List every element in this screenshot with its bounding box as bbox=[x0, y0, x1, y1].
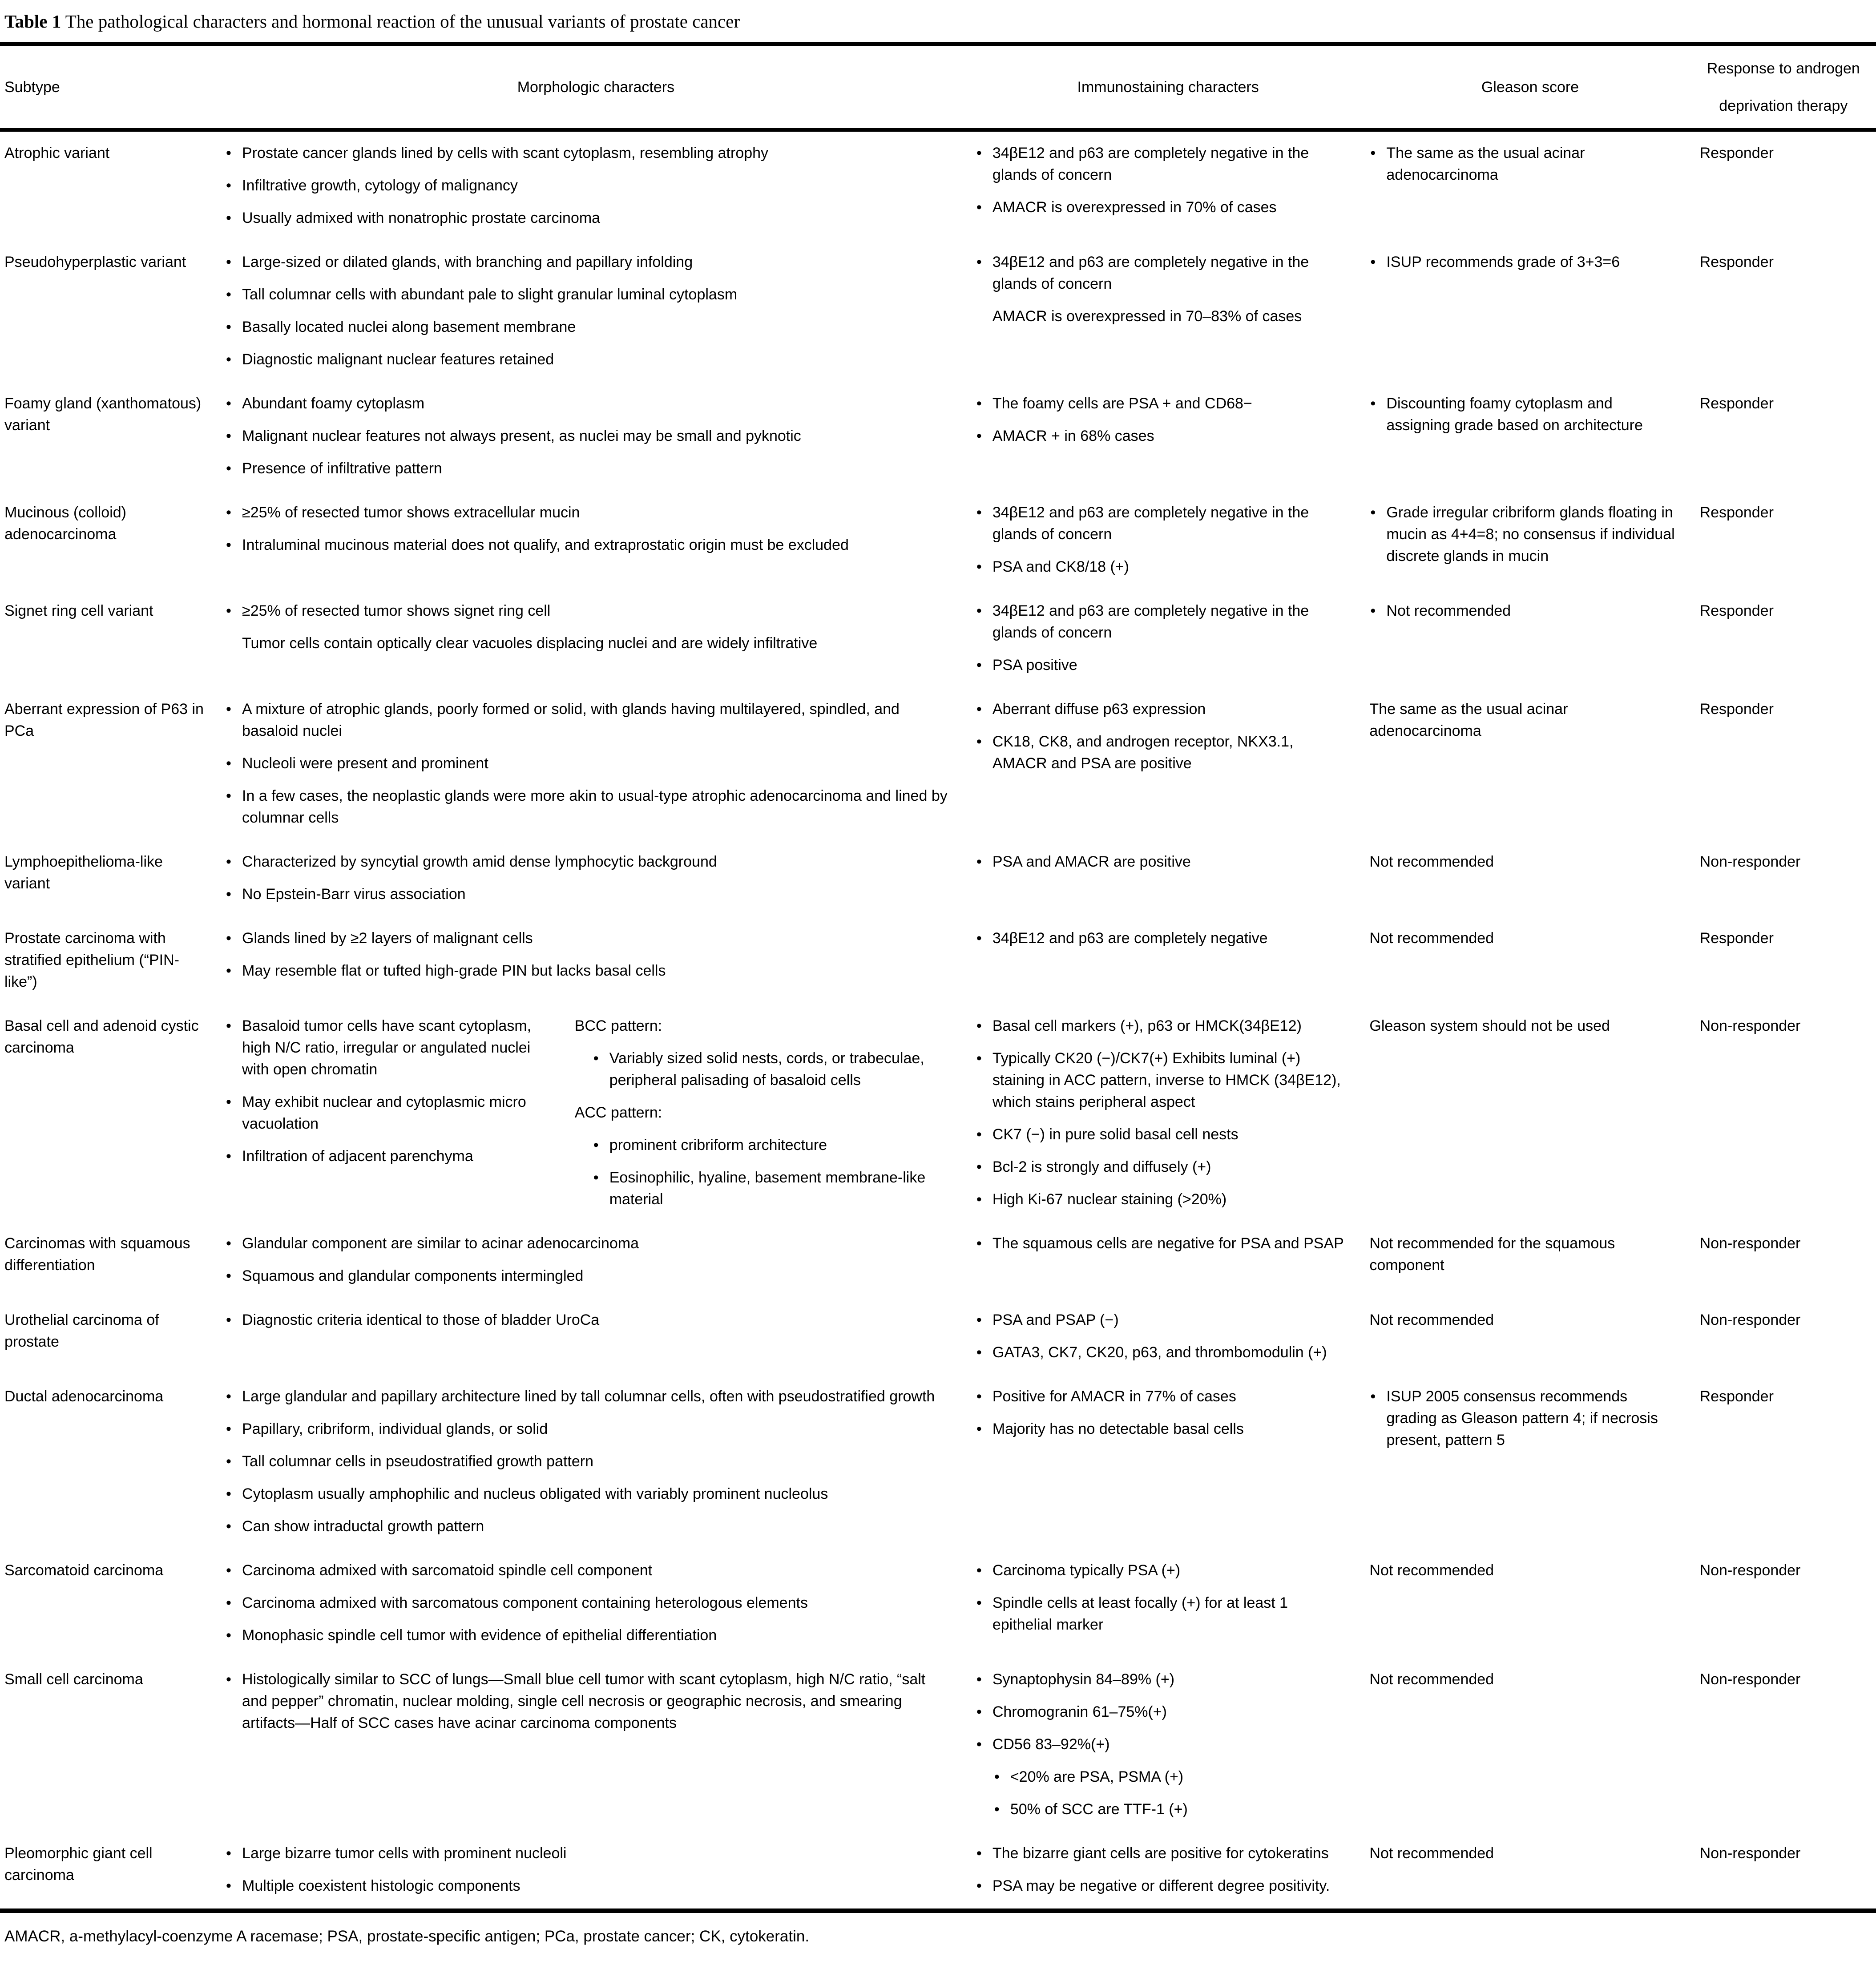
cell-item: • Infiltrative growth, cytology of malignancy bbox=[225, 175, 953, 197]
cell-item: • <20% are PSA, PSMA (+) bbox=[976, 1766, 1347, 1788]
cell-item: • Intraluminal mucinous material does not qualify, and extraprostatic origin must be excluded bbox=[225, 534, 953, 556]
cell-item: • Not recommended bbox=[1369, 600, 1677, 622]
table-row bbox=[0, 1549, 1876, 1658]
gleason-cell bbox=[1369, 1832, 1699, 1911]
column-header-morphologic: Morphologic characters bbox=[225, 44, 976, 130]
response-cell: Responder bbox=[1699, 701, 1774, 718]
subtype-cell: Lymphoepithelioma-like variant bbox=[4, 853, 163, 892]
table-row bbox=[0, 917, 1876, 1005]
subtype-cell: Aberrant expression of P63 in PCa bbox=[4, 701, 204, 739]
immunostaining-cell bbox=[976, 1222, 1370, 1299]
cell-item: • Monophasic spindle cell tumor with evidence of epithelial differentiation bbox=[225, 1625, 953, 1646]
immunostaining-list bbox=[976, 1669, 1347, 1820]
header-row bbox=[0, 44, 1876, 130]
cell-item: • Positive for AMACR in 77% of cases bbox=[976, 1386, 1347, 1408]
morphologic-cell bbox=[225, 130, 976, 241]
morphologic-cell bbox=[225, 491, 976, 589]
subtype-cell: Prostate carcinoma with stratified epithelium (“PIN-like”) bbox=[4, 930, 180, 990]
morphologic-list bbox=[225, 851, 953, 905]
gleason-list bbox=[1369, 1309, 1677, 1331]
cell-item: • Diagnostic malignant nuclear features retained bbox=[225, 349, 953, 371]
gleason-cell bbox=[1369, 589, 1699, 688]
morphologic-cell bbox=[225, 589, 976, 688]
cell-item: • Variably sized solid nests, cords, or trabeculae, peripheral palisading of basaloid cells bbox=[575, 1048, 953, 1091]
table-row bbox=[0, 382, 1876, 491]
cell-item: • 34βE12 and p63 are completely negative in the glands of concern bbox=[976, 502, 1347, 545]
cell-item: • PSA and AMACR are positive bbox=[976, 851, 1347, 873]
response-cell: Non-responder bbox=[1699, 1235, 1801, 1252]
gleason-cell bbox=[1369, 491, 1699, 589]
table-title bbox=[0, 0, 1876, 42]
cell-item: Gleason system should not be used bbox=[1369, 1017, 1610, 1034]
cell-item: • Can show intraductal growth pattern bbox=[225, 1516, 953, 1537]
cell-item: • Synaptophysin 84–89% (+) bbox=[976, 1669, 1347, 1691]
morphologic-list bbox=[225, 1560, 953, 1646]
response-cell: Responder bbox=[1699, 254, 1774, 270]
cell-item: • PSA positive bbox=[976, 654, 1347, 676]
response-cell: Non-responder bbox=[1699, 1017, 1801, 1034]
response-cell: Non-responder bbox=[1699, 1845, 1801, 1862]
immunostaining-list bbox=[976, 1843, 1347, 1897]
cell-item: AMACR is overexpressed in 70–83% of cases bbox=[992, 308, 1302, 325]
response-cell: Responder bbox=[1699, 602, 1774, 619]
cell-item: • 34βE12 and p63 are completely negative bbox=[976, 928, 1347, 949]
gleason-list bbox=[1369, 1843, 1677, 1864]
response-cell: Non-responder bbox=[1699, 1311, 1801, 1328]
cell-item: • Usually admixed with nonatrophic prostate carcinoma bbox=[225, 207, 953, 229]
cell-item: • Spindle cells at least focally (+) for at least 1 epithelial marker bbox=[976, 1592, 1347, 1636]
gleason-cell bbox=[1369, 1222, 1699, 1299]
column-header-immunostaining: Immunostaining characters bbox=[976, 44, 1370, 130]
response-cell: Non-responder bbox=[1699, 853, 1801, 870]
morphologic-list bbox=[225, 1386, 953, 1537]
cell-item: • CD56 83–92%(+) bbox=[976, 1734, 1347, 1755]
cell-item: • In a few cases, the neoplastic glands were more akin to usual-type atrophic adenocarcinoma and lined by columnar cells bbox=[225, 785, 953, 829]
morphologic-list bbox=[225, 928, 953, 982]
table-row bbox=[0, 1658, 1876, 1832]
morphologic-list bbox=[225, 698, 953, 829]
cell-item: Not recommended bbox=[1369, 1671, 1494, 1688]
subtype-cell: Sarcomatoid carcinoma bbox=[4, 1562, 164, 1579]
gleason-list bbox=[1369, 1386, 1677, 1451]
response-cell: Non-responder bbox=[1699, 1562, 1801, 1579]
cell-item: • Carcinoma admixed with sarcomatous component containing heterologous elements bbox=[225, 1592, 953, 1614]
immunostaining-cell bbox=[976, 589, 1370, 688]
cell-item: • Characterized by syncytial growth amid dense lymphocytic background bbox=[225, 851, 953, 873]
response-cell: Non-responder bbox=[1699, 1671, 1801, 1688]
cell-item: • CK18, CK8, and androgen receptor, NKX3.1, AMACR and PSA are positive bbox=[976, 731, 1347, 775]
cell-item: • CK7 (−) in pure solid basal cell nests bbox=[976, 1124, 1347, 1146]
cell-item: • Large glandular and papillary architecture lined by tall columnar cells, often with pseudostratified growth bbox=[225, 1386, 953, 1408]
morphologic-list bbox=[225, 502, 953, 556]
morphologic-cell bbox=[225, 1549, 976, 1658]
cell-item: • AMACR + in 68% cases bbox=[976, 425, 1347, 447]
cell-item: • May exhibit nuclear and cytoplasmic micro vacuolation bbox=[225, 1091, 555, 1135]
gleason-cell bbox=[1369, 1375, 1699, 1549]
cell-item: • High Ki-67 nuclear staining (>20%) bbox=[976, 1189, 1347, 1210]
gleason-list bbox=[1369, 251, 1677, 273]
gleason-list bbox=[1369, 1669, 1677, 1691]
cell-item: • Presence of infiltrative pattern bbox=[225, 458, 953, 480]
table-row bbox=[0, 1299, 1876, 1375]
gleason-list bbox=[1369, 600, 1677, 622]
cell-item: BCC pattern: bbox=[574, 1017, 662, 1034]
cell-item: • May resemble flat or tufted high-grade PIN but lacks basal cells bbox=[225, 960, 953, 982]
morphologic-list bbox=[225, 600, 953, 654]
column-header-subtype: Subtype bbox=[0, 44, 225, 130]
immunostaining-cell bbox=[976, 130, 1370, 241]
cell-item: • AMACR is overexpressed in 70% of cases bbox=[976, 197, 1347, 218]
morphologic-cell bbox=[225, 1299, 976, 1375]
immunostaining-cell bbox=[976, 917, 1370, 1005]
cell-item: • Basaloid tumor cells have scant cytoplasm, high N/C ratio, irregular or angulated nuclei with open chromatin bbox=[225, 1015, 555, 1081]
morphologic-cell bbox=[225, 1658, 976, 1832]
immunostaining-list bbox=[976, 502, 1347, 578]
table-row bbox=[0, 1222, 1876, 1299]
table-row bbox=[0, 1832, 1876, 1911]
cell-item: Not recommended bbox=[1369, 853, 1494, 870]
cell-item: • Malignant nuclear features not always present, as nuclei may be small and pyknotic bbox=[225, 425, 953, 447]
gleason-cell bbox=[1369, 917, 1699, 1005]
cell-item: • Tall columnar cells with abundant pale to slight granular luminal cytoplasm bbox=[225, 284, 953, 306]
subtype-cell: Pseudohyperplastic variant bbox=[4, 254, 186, 270]
immunostaining-list bbox=[976, 600, 1347, 676]
cell-item: • Histologically similar to SCC of lungs—Small blue cell tumor with scant cytoplasm, high N/C ratio, “salt and pepper” chromatin, nuclear molding, single cell necrosis or geographic necrosis, and smearing artifacts—Half of SCC cases have acinar carcinoma components bbox=[225, 1669, 953, 1734]
immunostaining-cell bbox=[976, 1299, 1370, 1375]
morphologic-list bbox=[225, 142, 953, 229]
immunostaining-cell bbox=[976, 1832, 1370, 1911]
morphologic-list bbox=[225, 251, 953, 371]
morphologic-pattern-list bbox=[575, 1015, 953, 1210]
footnote: AMACR, a-methylacyl-coenzyme A racemase; PSA, prostate-specific antigen; PCa, prostate cancer; CK, cytokeratin. bbox=[4, 1928, 810, 1945]
subtype-cell: Mucinous (colloid) adenocarcinoma bbox=[4, 504, 126, 543]
immunostaining-cell bbox=[976, 241, 1370, 382]
immunostaining-list bbox=[976, 851, 1347, 873]
gleason-list bbox=[1369, 698, 1677, 742]
gleason-list bbox=[1369, 1233, 1677, 1276]
cell-item: Tumor cells contain optically clear vacuoles displacing nuclei and are widely infiltrative bbox=[242, 635, 818, 652]
gleason-cell bbox=[1369, 840, 1699, 917]
gleason-list bbox=[1369, 1015, 1677, 1037]
morphologic-list bbox=[225, 1309, 953, 1331]
gleason-list bbox=[1369, 142, 1677, 186]
morphologic-cell bbox=[225, 688, 976, 840]
table-row bbox=[0, 491, 1876, 589]
morphologic-cell bbox=[225, 382, 976, 491]
immunostaining-cell bbox=[976, 688, 1370, 840]
immunostaining-list bbox=[976, 393, 1347, 447]
cell-item: • Majority has no detectable basal cells bbox=[976, 1418, 1347, 1440]
gleason-cell bbox=[1369, 1005, 1699, 1222]
table-row bbox=[0, 1375, 1876, 1549]
morphologic-cell bbox=[225, 1375, 976, 1549]
cell-item: • Eosinophilic, hyaline, basement membrane-like material bbox=[575, 1167, 953, 1210]
response-cell: Responder bbox=[1699, 930, 1774, 947]
immunostaining-list bbox=[976, 1560, 1347, 1636]
gleason-cell bbox=[1369, 241, 1699, 382]
cell-item: • Glandular component are similar to acinar adenocarcinoma bbox=[225, 1233, 953, 1255]
immunostaining-cell bbox=[976, 1658, 1370, 1832]
immunostaining-cell bbox=[976, 491, 1370, 589]
subtype-cell: Urothelial carcinoma of prostate bbox=[4, 1311, 159, 1350]
cell-item: • ≥25% of resected tumor shows extracellular mucin bbox=[225, 502, 953, 524]
cell-item: • Carcinoma admixed with sarcomatoid spindle cell component bbox=[225, 1560, 953, 1582]
morphologic-cell bbox=[225, 1222, 976, 1299]
cell-item: • Multiple coexistent histologic components bbox=[225, 1875, 953, 1897]
gleason-list bbox=[1369, 1560, 1677, 1582]
response-cell: Responder bbox=[1699, 1388, 1774, 1405]
cell-item: • No Epstein-Barr virus association bbox=[225, 884, 953, 905]
subtype-cell: Small cell carcinoma bbox=[4, 1671, 143, 1688]
column-header-response: Response to androgen deprivation therapy bbox=[1700, 44, 1876, 130]
cell-item: • Glands lined by ≥2 layers of malignant cells bbox=[225, 928, 953, 949]
cell-item: • ISUP recommends grade of 3+3=6 bbox=[1369, 251, 1677, 273]
cell-item: • PSA and CK8/18 (+) bbox=[976, 556, 1347, 578]
response-cell: Responder bbox=[1699, 395, 1774, 412]
morphologic-list bbox=[225, 1669, 953, 1734]
morphologic-split bbox=[225, 1015, 953, 1210]
table-row bbox=[0, 241, 1876, 382]
response-cell: Responder bbox=[1699, 504, 1774, 521]
table-row bbox=[0, 840, 1876, 917]
cell-item: • Basally located nuclei along basement membrane bbox=[225, 316, 953, 338]
gleason-cell bbox=[1369, 382, 1699, 491]
cell-item: Not recommended bbox=[1369, 1311, 1494, 1328]
gleason-list bbox=[1369, 393, 1677, 436]
morphologic-list bbox=[225, 393, 953, 480]
cell-item: • ≥25% of resected tumor shows signet ring cell bbox=[225, 600, 953, 622]
cell-item: • The bizarre giant cells are positive for cytokeratins bbox=[976, 1843, 1347, 1864]
morphologic-list bbox=[225, 1843, 953, 1897]
gleason-cell bbox=[1369, 688, 1699, 840]
cell-item: • ISUP 2005 consensus recommends grading as Gleason pattern 4; if necrosis present, pattern 5 bbox=[1369, 1386, 1677, 1451]
immunostaining-list bbox=[976, 1309, 1347, 1364]
gleason-cell bbox=[1369, 1299, 1699, 1375]
cell-item: • PSA and PSAP (−) bbox=[976, 1309, 1347, 1331]
gleason-cell bbox=[1369, 1549, 1699, 1658]
immunostaining-list bbox=[976, 251, 1347, 327]
table-row bbox=[0, 1005, 1876, 1222]
table-caption: The pathological characters and hormonal reaction of the unusual variants of prostate cancer bbox=[61, 11, 740, 32]
cell-item: • 50% of SCC are TTF-1 (+) bbox=[976, 1799, 1347, 1820]
cell-item: • 34βE12 and p63 are completely negative in the glands of concern bbox=[976, 600, 1347, 644]
cell-item: • Basal cell markers (+), p63 or HMCK(34βE12) bbox=[976, 1015, 1347, 1037]
immunostaining-cell bbox=[976, 840, 1370, 917]
cell-item: • 34βE12 and p63 are completely negative in the glands of concern bbox=[976, 251, 1347, 295]
immunostaining-cell bbox=[976, 382, 1370, 491]
cell-item: • A mixture of atrophic glands, poorly formed or solid, with glands having multilayered, spindled, and basaloid nuclei bbox=[225, 698, 953, 742]
gleason-list bbox=[1369, 502, 1677, 567]
gleason-list bbox=[1369, 928, 1677, 949]
cell-item: • The squamous cells are negative for PSA and PSAP bbox=[976, 1233, 1347, 1255]
immunostaining-list bbox=[976, 1233, 1347, 1255]
cell-item: • Carcinoma typically PSA (+) bbox=[976, 1560, 1347, 1582]
cell-item: • Discounting foamy cytoplasm and assigning grade based on architecture bbox=[1369, 393, 1677, 436]
table-row bbox=[0, 130, 1876, 241]
cell-item: • Grade irregular cribriform glands floating in mucin as 4+4=8; no consensus if individual discrete glands in mucin bbox=[1369, 502, 1677, 567]
subtype-cell: Carcinomas with squamous differentiation bbox=[4, 1235, 190, 1274]
immunostaining-list bbox=[976, 1386, 1347, 1440]
cell-item: Not recommended for the squamous component bbox=[1369, 1235, 1615, 1274]
cell-item: • Bcl-2 is strongly and diffusely (+) bbox=[976, 1156, 1347, 1178]
cell-item: The same as the usual acinar adenocarcinoma bbox=[1369, 701, 1568, 739]
morphologic-list bbox=[225, 1015, 575, 1210]
cell-item: • Large-sized or dilated glands, with branching and papillary infolding bbox=[225, 251, 953, 273]
morphologic-cell bbox=[225, 917, 976, 1005]
gleason-cell bbox=[1369, 1658, 1699, 1832]
subtype-cell: Atrophic variant bbox=[4, 145, 110, 161]
cell-item: • Prostate cancer glands lined by cells with scant cytoplasm, resembling atrophy bbox=[225, 142, 953, 164]
cell-item: • Nucleoli were present and prominent bbox=[225, 753, 953, 775]
subtype-cell: Pleomorphic giant cell carcinoma bbox=[4, 1845, 153, 1884]
table-row bbox=[0, 589, 1876, 688]
gleason-list bbox=[1369, 851, 1677, 873]
cell-item: • prominent cribriform architecture bbox=[575, 1134, 953, 1156]
cell-item: • Abundant foamy cytoplasm bbox=[225, 393, 953, 415]
immunostaining-list bbox=[976, 928, 1347, 949]
morphologic-cell bbox=[225, 241, 976, 382]
subtype-cell: Basal cell and adenoid cystic carcinoma bbox=[4, 1017, 199, 1056]
cell-item: • Tall columnar cells in pseudostratified growth pattern bbox=[225, 1451, 953, 1473]
table-label: Table 1 bbox=[4, 11, 61, 32]
cell-item: • Diagnostic criteria identical to those of bladder UroCa bbox=[225, 1309, 953, 1331]
immunostaining-list bbox=[976, 698, 1347, 775]
gleason-cell bbox=[1369, 130, 1699, 241]
table-row bbox=[0, 688, 1876, 840]
column-header-gleason: Gleason score bbox=[1369, 44, 1699, 130]
morphologic-cell bbox=[225, 1005, 976, 1222]
response-cell: Responder bbox=[1699, 145, 1774, 161]
cell-item: • 34βE12 and p63 are completely negative in the glands of concern bbox=[976, 142, 1347, 186]
subtype-cell: Foamy gland (xanthomatous) variant bbox=[4, 395, 202, 434]
subtype-cell: Signet ring cell variant bbox=[4, 602, 153, 619]
cell-item: • Squamous and glandular components intermingled bbox=[225, 1265, 953, 1287]
cell-item: ACC pattern: bbox=[574, 1104, 662, 1121]
cell-item: Not recommended bbox=[1369, 1562, 1494, 1579]
cell-item: • Chromogranin 61–75%(+) bbox=[976, 1701, 1347, 1723]
morphologic-cell bbox=[225, 840, 976, 917]
morphologic-list bbox=[225, 1233, 953, 1287]
cell-item: • Infiltration of adjacent parenchyma bbox=[225, 1146, 555, 1167]
cell-item: • Papillary, cribriform, individual glands, or solid bbox=[225, 1418, 953, 1440]
cell-item: • Large bizarre tumor cells with prominent nucleoli bbox=[225, 1843, 953, 1864]
cell-item: Not recommended bbox=[1369, 1845, 1494, 1862]
immunostaining-list bbox=[976, 142, 1347, 218]
cell-item: • Typically CK20 (−)/CK7(+) Exhibits luminal (+) staining in ACC pattern, inverse to HMCK (34βE12), which stains peripheral aspect bbox=[976, 1048, 1347, 1113]
immunostaining-cell bbox=[976, 1375, 1370, 1549]
cell-item: • The same as the usual acinar adenocarcinoma bbox=[1369, 142, 1677, 186]
immunostaining-list bbox=[976, 1015, 1347, 1210]
cell-item: • Aberrant diffuse p63 expression bbox=[976, 698, 1347, 720]
immunostaining-cell bbox=[976, 1005, 1370, 1222]
cell-item: • Cytoplasm usually amphophilic and nucleus obligated with variably prominent nucleolus bbox=[225, 1483, 953, 1505]
subtype-cell: Ductal adenocarcinoma bbox=[4, 1388, 164, 1405]
cell-item: • The foamy cells are PSA + and CD68− bbox=[976, 393, 1347, 415]
cell-item: • PSA may be negative or different degree positivity. bbox=[976, 1875, 1347, 1897]
cell-item: Not recommended bbox=[1369, 930, 1494, 947]
morphologic-cell bbox=[225, 1832, 976, 1911]
variants-table bbox=[0, 42, 1876, 1913]
immunostaining-cell bbox=[976, 1549, 1370, 1658]
cell-item: • GATA3, CK7, CK20, p63, and thrombomodulin (+) bbox=[976, 1342, 1347, 1364]
